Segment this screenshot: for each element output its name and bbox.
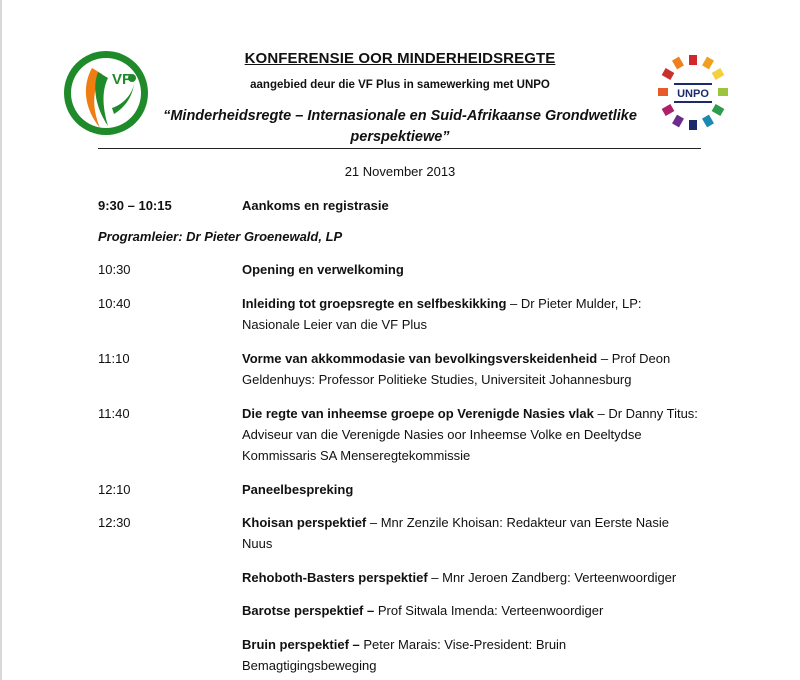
program-description — [242, 567, 712, 588]
program-detail-line: Adviseur van die Verenigde Nasies oor Inheemse Volke en Deeltydse — [242, 427, 642, 442]
program-title: Opening en verwelkoming — [242, 262, 404, 277]
program-description — [242, 348, 712, 390]
program-time: 11:40 — [98, 406, 130, 421]
vf-plus-logo — [62, 48, 150, 138]
page-edge — [0, 0, 2, 680]
program-description — [242, 293, 712, 335]
program-time: 9:30 – 10:15 — [98, 198, 172, 213]
program-speaker: – Mnr Zenzile Khoisan: Redakteur van Eerste Nasie — [366, 515, 670, 530]
program-speaker: – Dr Danny Titus: — [593, 406, 698, 421]
program-description — [242, 403, 712, 466]
document-subtitle: aangebied deur die VF Plus in samewerking met UNPO — [250, 79, 550, 91]
program-title: Barotse perspektief – — [242, 603, 375, 618]
program-description — [242, 600, 712, 621]
theme-line-2: perspektiewe” — [350, 129, 450, 145]
program-description — [242, 634, 712, 676]
document-title: KONFERENSIE OOR MINDERHEIDSREGTE — [244, 50, 556, 67]
program-detail-line: Nuus — [242, 536, 273, 551]
vf-logo-text: VF — [112, 71, 132, 88]
program-title: Khoisan perspektief — [242, 515, 367, 530]
program-title: Paneelbespreking — [242, 482, 354, 497]
unpo-logo-text: UNPO — [677, 88, 709, 100]
conference-theme — [150, 106, 650, 148]
program-time: 10:40 — [98, 296, 131, 311]
program-detail-line: Bemagtigingsbeweging — [242, 658, 377, 673]
program-title: Bruin perspektief – — [242, 637, 360, 652]
program-chair: Programleier: Dr Pieter Groenewald, LP — [98, 229, 343, 244]
program-speaker: – Prof Deon — [597, 351, 671, 366]
program-detail-line: Nasionale Leier van die VF Plus — [242, 317, 427, 332]
unpo-logo — [652, 52, 734, 134]
program-speaker: Prof Sitwala Imenda: Verteenwoordiger — [374, 603, 604, 618]
program-title: Inleiding tot groepsregte en selfbeskikking — [242, 296, 507, 311]
program-time: 10:30 — [98, 262, 131, 277]
theme-line-1: “Minderheidsregte – Internasionale en Suid-Afrikaanse Grondwetlike — [163, 108, 637, 124]
program-time: 12:10 — [98, 482, 131, 497]
program-title: Rehoboth-Basters perspektief — [242, 570, 428, 585]
program-title: Vorme van akkommodasie van bevolkingsverskeidenheid — [242, 351, 598, 366]
program-speaker: – Mnr Jeroen Zandberg: Verteenwoordiger — [427, 570, 677, 585]
program-description — [242, 195, 712, 216]
program-time: 12:30 — [98, 515, 131, 530]
program-detail-line: Kommissaris SA Menseregtekommissie — [242, 448, 471, 463]
program-description — [242, 259, 712, 280]
conference-date: 21 November 2013 — [344, 164, 456, 179]
header-divider — [98, 148, 701, 149]
program-title: Die regte van inheemse groepe op Verenigde Nasies vlak — [242, 406, 594, 421]
program-speaker: – Dr Pieter Mulder, LP: — [506, 296, 642, 311]
program-speaker: Peter Marais: Vise-President: Bruin — [359, 637, 567, 652]
program-description — [242, 512, 712, 554]
program-description — [242, 479, 712, 500]
program-title: Aankoms en registrasie — [242, 198, 389, 213]
program-time: 11:10 — [98, 351, 130, 366]
program-detail-line: Geldenhuys: Professor Politieke Studies, Universiteit Johannesburg — [242, 372, 632, 387]
